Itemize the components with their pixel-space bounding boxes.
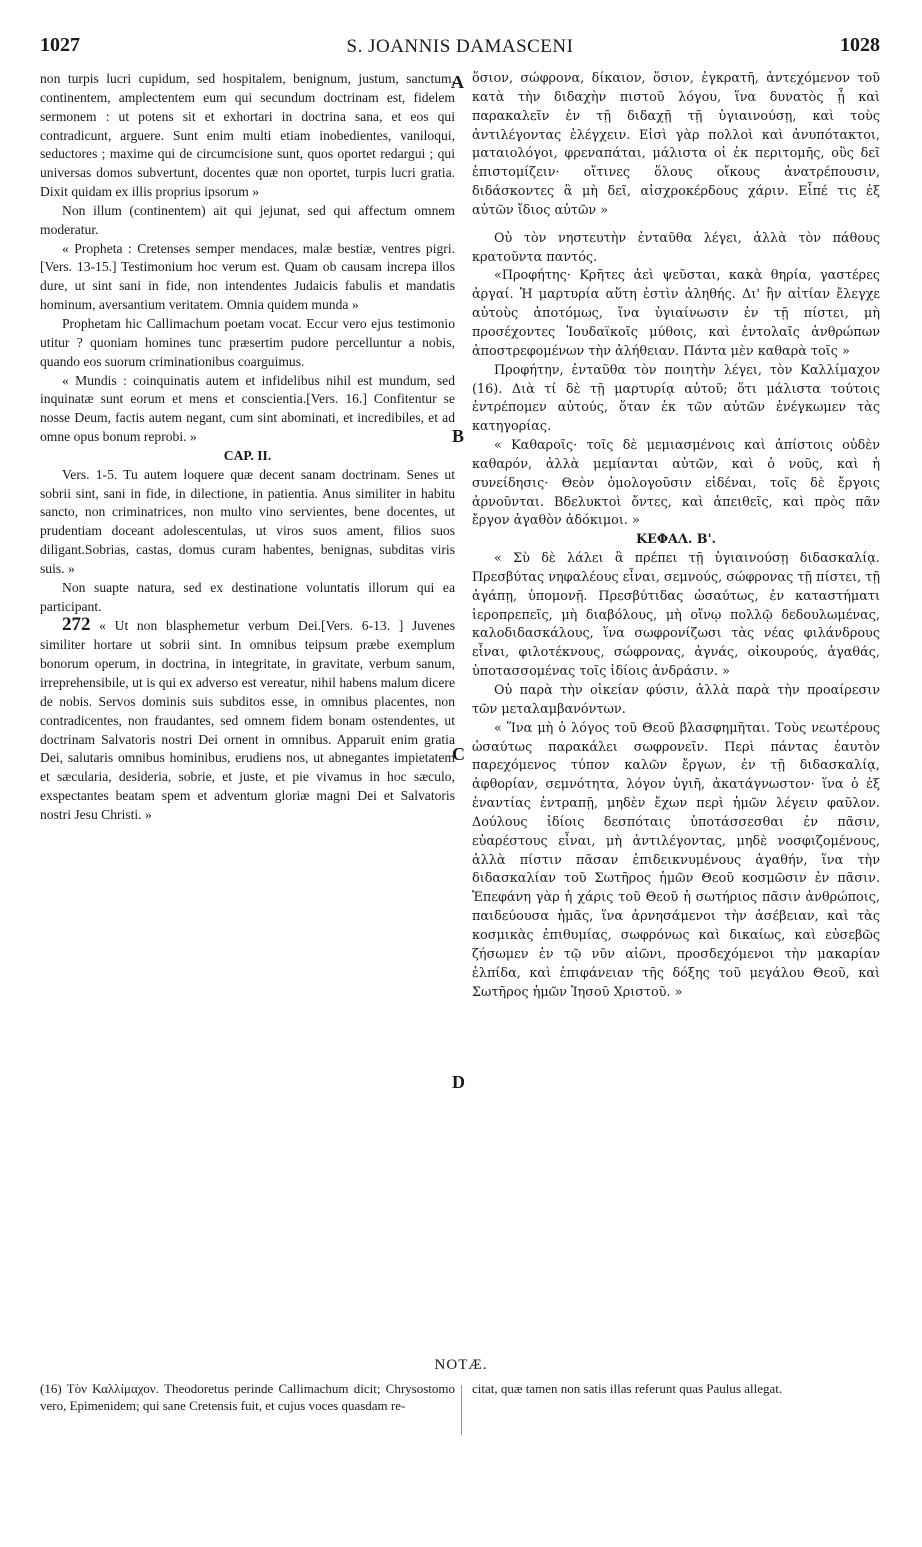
latin-scholion: Prophetam hic Callimachum poetam vocat. Eccur vero ejus testimonio utitur ? quoniam homines tunc præsertim pudore percelluntur a nobis, quando eos suorum criminationibus coarguimus. bbox=[40, 315, 455, 369]
greek-paragraph: « Ἵνα μὴ ὁ λόγος τοῦ Θεοῦ βλασφημῆται. Τοὺς νεωτέρους ὡσαύτως παρακάλει σωφρονεῖν. Περὶ πάντας ἑαυτὸν παρεχόμενος τύπον καλῶν ἔργων, ἐν τῇ διδασκαλίᾳ, ἀφθορίαν, σεμνότητα, λόγον ὑγιῆ, ἀκατάγνωστον· ἵνα ὁ ἐξ ἐναντίας ἐντραπῇ, μηδὲν ἔχων περὶ ἡμῶν λέγειν φαῦλον. Δούλους ἰδίοις δεσπόταις ὑποτάσσεσθαι ἐν πᾶσιν, εὐαρέστους εἶναι, μὴ ἀντιλέγοντας, μηδὲ νοσφιζομένους, ἀλλὰ πίστιν πᾶσαν ἐπιδεικνυμένους ἀγαθήν, ἵνα τὴν διδασκαλίαν τοῦ Σωτῆρος ἡμῶν Θεοῦ κοσμῶσιν ἐν πᾶσιν. Ἐπεφάνη γὰρ ἡ χάρις τοῦ Θεοῦ ἡ σωτήριος πᾶσιν ἀνθρώποις, παιδεύουσα ἡμᾶς, ἵνα ἀρνησάμενοι τὴν ἀσέβειαν, καὶ τὰς κοσμικὰς ἐπιθυμίας, σωφρόνως καὶ δικαίως, καὶ εὐσεβῶς ζήσωμεν ἐν τῷ νῦν αἰῶνι, προσδεχόμενοι τὴν μακαρίαν ἐλπίδα, καὶ ἐπιφάνειαν τῆς δόξης τοῦ μεγάλου Θεοῦ, καὶ Σωτῆρος ἡμῶν Ἰησοῦ Χριστοῦ. » bbox=[472, 720, 880, 1000]
latin-paragraph-text: « Ut non blasphemetur verbum Dei.[Vers. 6-13. ] Juvenes similiter hortare ut sobrii sint. In omnibus teipsum præbe exemplum bonorum operum, in doctrina, in integritate, in gravitate, verbum sanum, irreprehensibile, ut is qui ex adverso est vereatur, nihil habens malum dicere de nobis. Servos dominis suis subditos esse, in omnibus placentes, non contradicentes, non fraudantes, sed omnem fidem bonam ostendentes, ut doctrinam Salvatoris nostri Dei ornent in omnibus. Apparuit enim gratia Dei, salutaris omnibus hominibus, erudiens nos, ut abnegantes impietatem et sæcularia, desideria, sobrie, et juste, et pie vivamus in hoc sæculo, exspectantes beatam spem et adventum gloriæ magni Dei et Salvatoris nostri Jesu Christi. » bbox=[40, 618, 456, 822]
footnote-text: (16) Τὸν Καλλίμαχον. Theodoretus perinde Callimachum dicit; Chrysostomo vero, Epimenidem; qui sane Cretensis fuit, et cujus voces quasdam re- bbox=[40, 1381, 455, 1413]
latin-paragraph: « Mundis : coinquinatis autem et infidelibus nihil est mundum, sed inquinatæ sunt eorum et mens et conscientia.[Vers. 16.] Confitentur se nosse Deum, factis autem negant, cum sint abominati, et incredibiles, et ad omne opus bonum reprobi. » bbox=[40, 372, 455, 445]
section-marker-d: D bbox=[452, 1072, 465, 1092]
latin-paragraph bbox=[40, 616, 455, 824]
section-marker-c: C bbox=[452, 744, 465, 764]
greek-column bbox=[472, 70, 880, 1002]
latin-scholion: Non suapte natura, sed ex destinatione voluntatis illorum qui ea participant. bbox=[40, 579, 455, 614]
notes-heading: NOTÆ. bbox=[434, 1357, 488, 1373]
footnote-text: citat, quæ tamen non satis illas referunt quas Paulus allegat. bbox=[472, 1381, 783, 1396]
greek-scholion: Οὐ παρὰ τὴν οἰκείαν φύσιν, ἀλλὰ παρὰ τὴν προαίρεσιν τῶν μεταλαμβανόντων. bbox=[472, 683, 880, 717]
greek-scholion: Οὐ τὸν νηστευτὴν ἐνταῦθα λέγει, ἀλλὰ τὸν πάθους κρατοῦντα παντός. bbox=[472, 230, 880, 265]
column-number-272: 272 bbox=[62, 614, 91, 636]
page-number-right: 1028 bbox=[840, 34, 880, 56]
greek-scholion: Προφήτην, ἐνταῦθα τὸν ποιητὴν λέγει, τὸν Καλλίμαχον (16). Διὰ τί δὲ τῇ μαρτυρίᾳ αὐτοῦ; ὅτι μάλιστα τούτοις ἐντρέπομεν αὐτούς, ὅταν ἐκ τῶν αὐτῶν ἐνέγκωμεν τὰς κατηγορίας. bbox=[472, 362, 880, 435]
running-title: S. JOANNIS DAMASCENI bbox=[346, 36, 574, 57]
latin-column bbox=[40, 70, 455, 825]
greek-chapter-heading: ΚΕΦΑΛ. Β'. bbox=[636, 532, 716, 548]
section-marker-b: B bbox=[452, 426, 465, 446]
latin-paragraph: Vers. 1-5. Tu autem loquere quæ decent sanam doctrinam. Senes ut sobrii sint, sani in fide, in dilectione, in patientia. Anus similiter in habitu sancto, non criminatrices, non multo vino servientes, bene docentes, ut prudentiam doceant adolescentulas, ut viros suos ament, filios suos diligant.Sobrias, castas, domus curam habentes, benignas, subditas viris suis. » bbox=[40, 466, 455, 576]
latin-paragraph: non turpis lucri cupidum, sed hospitalem, benignum, justum, sanctum, continentem, amplectentem eum qui secundum doctrinam est, fidelem sermonem : ut potens sit et exhortari in doctrina sana, et eos qui contradicunt, arguere. Sunt enim multi etiam inobedientes, vaniloqui, seductores ; maxime qui de circumcisione sunt, quos oportet redargui ; qui universas domos subvertunt, docentes quæ non oportet, turpis lucri gratia. Dixit quidam ex illis proprius ipsorum » bbox=[40, 71, 455, 200]
latin-scholion: Non illum (continentem) ait qui jejunat, sed qui affectum omnem moderatur. bbox=[40, 202, 455, 237]
greek-paragraph: «Προφήτης· Κρῆτες ἀεὶ ψεῦσται, κακὰ θηρία, γαστέρες ἀργαί. Ἡ μαρτυρία αὕτη ἐστὶν ἀληθής. Δι' ἣν αἰτίαν ἔλεγχε αὐτοὺς ἀποτόμως, ἵνα ὑγιαίνωσιν ἐν τῇ πίστει, μὴ προσέχοντες Ἰουδαϊκοῖς μύθοις, καὶ ἐντολαῖς ἀνθρώπων ἀποστρεφομένων τὴν ἀλήθειαν. Πάντα μὲν καθαρὰ τοῖς » bbox=[472, 268, 880, 359]
greek-paragraph: ὅσιον, σώφρονα, δίκαιον, ὅσιον, ἐγκρατῆ, ἀντεχόμενον τοῦ κατὰ τὴν διδαχὴν πιστοῦ λόγου, ἵνα δυνατὸς ᾖ καὶ παρακαλεῖν ἐν τῇ διδαχῇ τῇ ὑγιαινούσῃ, καὶ τοὺς ἀντιλέγοντας ἐλέγχειν. Εἰσὶ γὰρ πολλοὶ καὶ ἀνυπότακτοι, ματαιολόγοι, φρεναπάται, μάλιστα οἱ ἐκ περιτομῆς, οὓς δεῖ ἐπιστομίζειν· οἵτινες ὅλους οἴκους ἀνατρέπουσιν, διδάσκοντες ἃ μὴ δεῖ, αἰσχροκέρδους χάριν. Εἶπέ τις ἐξ αὐτῶν ἴδιος αὐτῶν » bbox=[472, 71, 880, 218]
running-header bbox=[40, 34, 880, 64]
footnote-right bbox=[472, 1380, 880, 1397]
footnote-left bbox=[40, 1380, 455, 1414]
latin-chapter-heading: CAP. II. bbox=[223, 447, 272, 463]
greek-paragraph: « Καθαροῖς· τοῖς δὲ μεμιασμένοις καὶ ἀπίστοις οὐδὲν καθαρόν, ἀλλὰ μεμίανται αὐτῶν, καὶ ὁ νοῦς, καὶ ἡ συνείδησις· Θεὸν ὁμολογοῦσιν εἰδέναι, τοῖς δὲ ἔργοις ἀρνοῦνται. Βδελυκτοὶ ὄντες, καὶ ἀπειθεῖς, καὶ πρὸς πᾶν ἔργον ἀγαθὸν ἀδόκιμοι. » bbox=[472, 438, 880, 529]
latin-paragraph: « Propheta : Cretenses semper mendaces, malæ bestiæ, ventres pigri. [Vers. 13-15.] Testimonium hoc verum est. Quam ob causam increpa illos dure, ut sint sani in fide, non intendentes Judaicis fabulis et mandatis hominum, aversantium veritatem. Omnia quidem munda » bbox=[40, 240, 455, 313]
column-divider bbox=[461, 1385, 462, 1435]
page-number-left: 1027 bbox=[40, 34, 80, 56]
greek-paragraph: « Σὺ δὲ λάλει ἃ πρέπει τῇ ὑγιαινούσῃ διδασκαλίᾳ. Πρεσβύτας νηφαλέους εἶναι, σεμνούς, σώφρονας τῇ πίστει, τῇ ἀγάπῃ, ὑπομονῇ. Πρεσβύτιδας ὡσαύτως, ἐν καταστήματι ἱεροπρεπεῖς, μὴ διαβόλους, μὴ οἴνῳ πολλῷ δεδουλωμένας, καλοδιδασκάλους, ἵνα σωφρονίζωσι τὰς νέας φιλάνδρους εἶναι, φιλοτέκνους, σώφρονας, ἁγνάς, οἰκουρούς, ἀγαθάς, ὑποτασσομένας τοῖς ἰδίοις ἀνδράσιν. » bbox=[472, 551, 880, 680]
section-marker-a: A bbox=[451, 72, 464, 92]
